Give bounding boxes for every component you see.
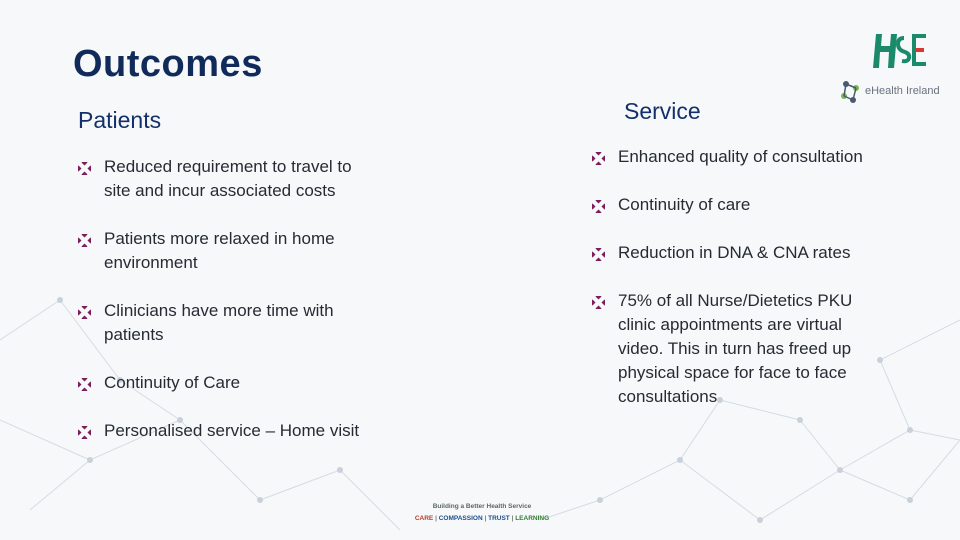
diamond-bullet-icon bbox=[592, 296, 605, 309]
list-item bbox=[592, 145, 872, 169]
list-item-text: Reduced requirement to travel to site and incur associated costs bbox=[104, 157, 352, 200]
list-item bbox=[78, 419, 368, 443]
diamond-bullet-icon bbox=[78, 306, 91, 319]
service-list bbox=[592, 145, 872, 409]
slide-title: Outcomes bbox=[73, 43, 263, 85]
list-item-text: Reduction in DNA & CNA rates bbox=[618, 243, 851, 262]
list-item bbox=[592, 289, 872, 409]
ehealth-network-icon bbox=[838, 78, 864, 106]
list-item bbox=[592, 241, 872, 265]
patients-list bbox=[78, 155, 368, 443]
list-item-text: Continuity of care bbox=[618, 195, 751, 214]
ehealth-ireland-logo bbox=[838, 78, 948, 106]
list-item bbox=[78, 155, 368, 203]
footer-values: CARE | COMPASSION | TRUST | LEARNING bbox=[414, 515, 550, 522]
diamond-bullet-icon bbox=[78, 162, 91, 175]
footer-value-compassion: COMPASSION bbox=[438, 515, 483, 522]
service-heading: Service bbox=[624, 98, 701, 124]
diamond-bullet-icon bbox=[78, 426, 91, 439]
list-item bbox=[78, 227, 368, 275]
list-item-text: Personalised service – Home visit bbox=[104, 421, 360, 440]
list-item bbox=[592, 193, 872, 217]
footer-value-trust: TRUST bbox=[488, 515, 510, 522]
hse-logo bbox=[872, 28, 928, 72]
list-item bbox=[78, 299, 368, 347]
list-item bbox=[78, 371, 368, 395]
patients-heading: Patients bbox=[78, 107, 162, 133]
list-item-text: Enhanced quality of consultation bbox=[618, 147, 863, 166]
diamond-bullet-icon bbox=[592, 200, 605, 213]
diamond-bullet-icon bbox=[592, 248, 605, 261]
footer-tagline: Building a Better Health Service bbox=[432, 503, 532, 510]
hse-logo-icon bbox=[872, 28, 928, 72]
list-item-text: Continuity of Care bbox=[104, 373, 241, 392]
list-item-text: 75% of all Nurse/Dietetics PKU clinic appointments are virtual video. This in turn has freed up physical space for face to face consultations bbox=[618, 291, 853, 406]
list-item-text: Patients more relaxed in home environment bbox=[104, 229, 335, 272]
diamond-bullet-icon bbox=[78, 378, 91, 391]
ehealth-logo-text: eHealth Ireland bbox=[865, 85, 940, 97]
diamond-bullet-icon bbox=[78, 234, 91, 247]
diamond-bullet-icon bbox=[592, 152, 605, 165]
list-item-text: Clinicians have more time with patients bbox=[104, 301, 334, 344]
footer-value-learning: LEARNING bbox=[515, 515, 550, 522]
footer-badge bbox=[412, 500, 552, 532]
footer-value-care: CARE bbox=[414, 515, 434, 522]
